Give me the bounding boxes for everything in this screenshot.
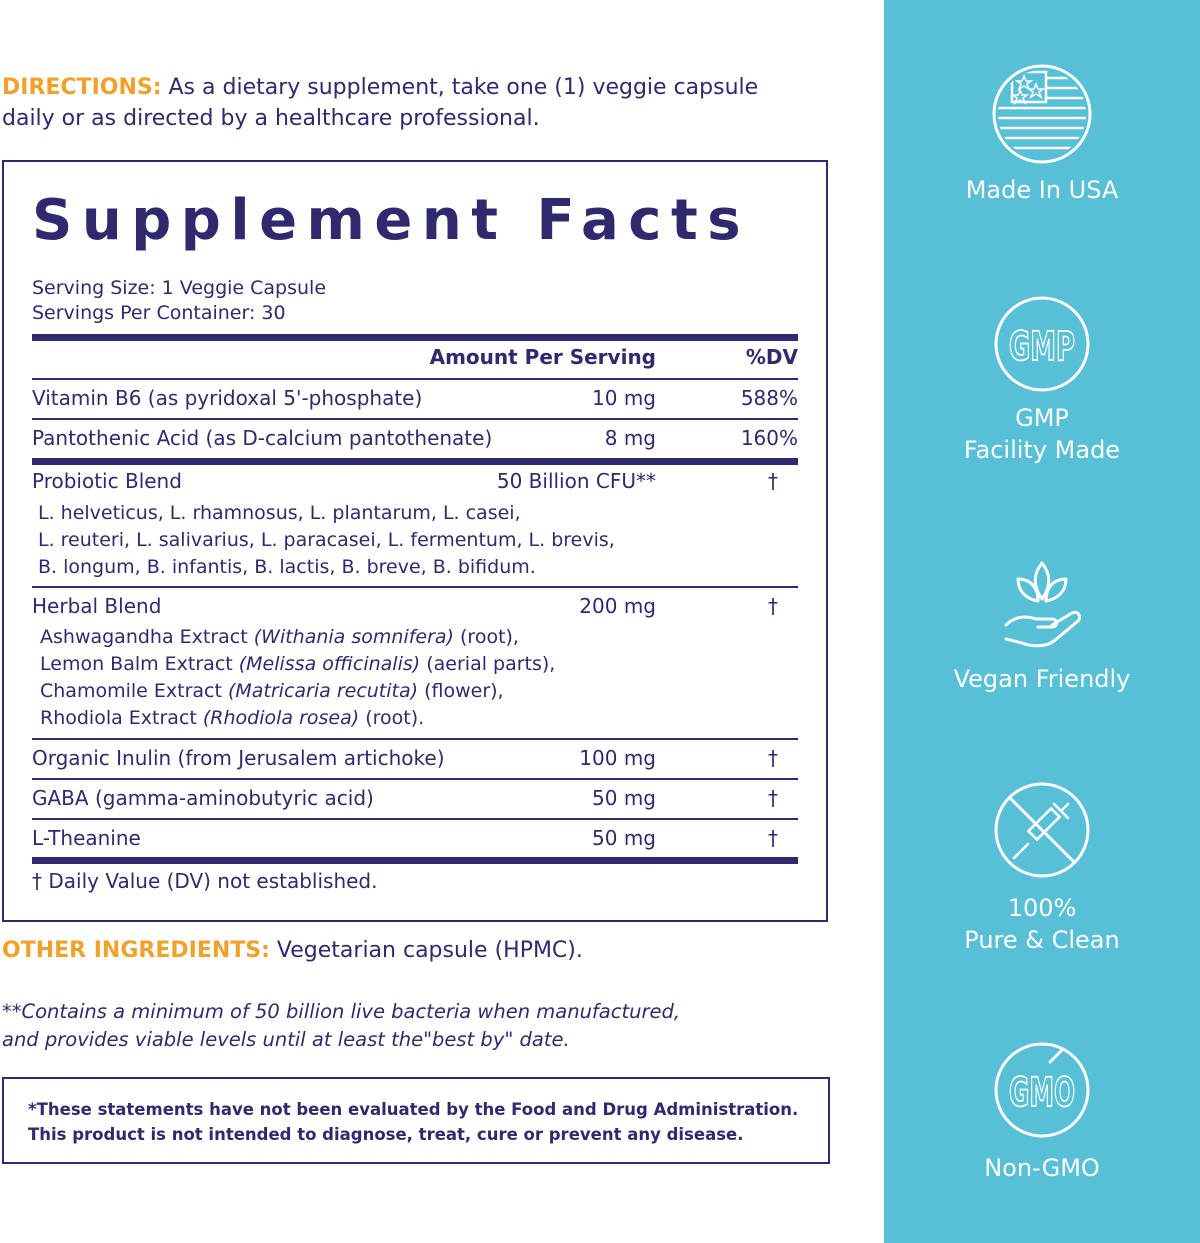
- row-probiotic-dv: †: [768, 469, 778, 493]
- divider: [32, 818, 798, 820]
- row-vitamin-b6-name: Vitamin B6 (as pyridoxal 5'-phosphate): [32, 386, 423, 410]
- supplement-facts-title: Supplement Facts: [32, 188, 751, 253]
- row-herbal-amount: 200 mg: [579, 594, 656, 618]
- fda-disclaimer-box: [2, 1077, 830, 1164]
- row-theanine-amount: 50 mg: [592, 826, 656, 850]
- badge-label: GMP Facility Made: [963, 404, 1121, 464]
- divider: [32, 418, 798, 420]
- herbal-line-rhodiola: Rhodiola Extract (Rhodiola rosea) (root).: [40, 707, 425, 729]
- row-probiotic-amount: 50 Billion CFU**: [496, 469, 656, 493]
- row-vitamin-b6-dv: 588%: [740, 386, 798, 410]
- divider-thick: [32, 334, 798, 341]
- bacteria-note-line-1: **Contains a minimum of 50 billion live bacteria when manufactured,: [2, 1000, 681, 1023]
- dv-footnote: † Daily Value (DV) not established.: [32, 869, 378, 893]
- divider-thick: [32, 458, 798, 465]
- fda-disclaimer-line-1: *These statements have not been evaluated by the Food and Drug Administration.: [28, 1100, 799, 1119]
- gmo-icon: [992, 1040, 1092, 1140]
- row-pantothenic-amount: 8 mg: [604, 426, 656, 450]
- directions-line-1: As a dietary supplement, take one (1) veggie capsule: [161, 75, 759, 100]
- usa-flag-icon: [990, 62, 1094, 166]
- row-vitamin-b6-amount: 10 mg: [592, 386, 656, 410]
- badge-label: Vegan Friendly: [953, 665, 1131, 693]
- row-theanine-dv: †: [768, 826, 778, 850]
- badge-made-in-usa: [884, 62, 1200, 206]
- row-herbal-name: Herbal Blend: [32, 594, 162, 618]
- fda-disclaimer-text: [28, 1097, 798, 1147]
- serving-size: Serving Size: 1 Veggie Capsule: [32, 277, 327, 299]
- header-amount: Amount Per Serving: [429, 345, 656, 369]
- row-theanine-name: L-Theanine: [32, 826, 141, 850]
- directions-text: [2, 72, 862, 134]
- divider: [32, 738, 798, 740]
- fda-disclaimer-line-2: This product is not intended to diagnose, treat, cure or prevent any disease.: [28, 1125, 744, 1144]
- badge-vegan-friendly: [884, 555, 1200, 695]
- divider: [32, 586, 798, 588]
- probiotic-strains: [38, 500, 615, 581]
- herbal-line-ashwagandha: Ashwagandha Extract (Withania somnifera) (root),: [40, 626, 519, 648]
- gmp-icon-text: GMP: [1009, 324, 1075, 370]
- gmo-icon-text: GMO: [1009, 1070, 1075, 1116]
- servings-per-container: Servings Per Container: 30: [32, 302, 286, 324]
- supplement-facts-box: [2, 160, 828, 922]
- row-inulin-name: Organic Inulin (from Jerusalem artichoke): [32, 746, 445, 770]
- no-syringe-icon: [992, 780, 1092, 880]
- row-inulin-dv: †: [768, 746, 778, 770]
- row-inulin-amount: 100 mg: [579, 746, 656, 770]
- badge-label: Non-GMO: [984, 1154, 1100, 1182]
- row-herbal-dv: †: [768, 594, 778, 618]
- bacteria-note: [2, 998, 680, 1054]
- directions-line-2: daily or as directed by a healthcare professional.: [2, 106, 540, 131]
- other-ingredients-text: Vegetarian capsule (HPMC).: [269, 938, 583, 963]
- badge-label: Made In USA: [965, 176, 1119, 204]
- badge-pure-clean: [884, 780, 1200, 956]
- bacteria-note-line-2: and provides viable levels until at least the"best by" date.: [2, 1028, 570, 1051]
- leaf-hand-icon: [992, 555, 1092, 655]
- directions-label: DIRECTIONS:: [2, 75, 162, 100]
- header-dv: %DV: [745, 345, 798, 369]
- badge-non-gmo: [884, 1040, 1200, 1184]
- herbal-line-chamomile: Chamomile Extract (Matricaria recutita) (flower),: [40, 680, 504, 702]
- divider: [32, 778, 798, 780]
- badge-gmp: [884, 294, 1200, 466]
- serving-info: [32, 276, 326, 326]
- probiotic-line: L. reuteri, L. salivarius, L. paracasei, L. fermentum, L. brevis,: [38, 529, 615, 551]
- row-gaba-name: GABA (gamma-aminobutyric acid): [32, 786, 374, 810]
- herbal-line-lemon-balm: Lemon Balm Extract (Melissa officinalis) (aerial parts),: [40, 653, 556, 675]
- divider: [32, 378, 798, 380]
- row-pantothenic-dv: 160%: [740, 426, 798, 450]
- row-gaba-dv: †: [768, 786, 778, 810]
- probiotic-line: B. longum, B. infantis, B. lactis, B. breve, B. bifidum.: [38, 556, 536, 578]
- feature-badges-panel: [884, 0, 1200, 1243]
- other-ingredients-label: OTHER INGREDIENTS:: [2, 938, 270, 963]
- gmp-icon: [992, 294, 1092, 394]
- herbal-ingredients: [40, 624, 555, 732]
- divider-thick: [32, 857, 798, 864]
- badge-label: 100% Pure & Clean: [964, 894, 1120, 954]
- row-probiotic-name: Probiotic Blend: [32, 469, 182, 493]
- row-pantothenic-name: Pantothenic Acid (as D-calcium pantothenate): [32, 426, 493, 450]
- row-gaba-amount: 50 mg: [592, 786, 656, 810]
- probiotic-line: L. helveticus, L. rhamnosus, L. plantarum, L. casei,: [38, 502, 521, 524]
- other-ingredients: [2, 938, 583, 963]
